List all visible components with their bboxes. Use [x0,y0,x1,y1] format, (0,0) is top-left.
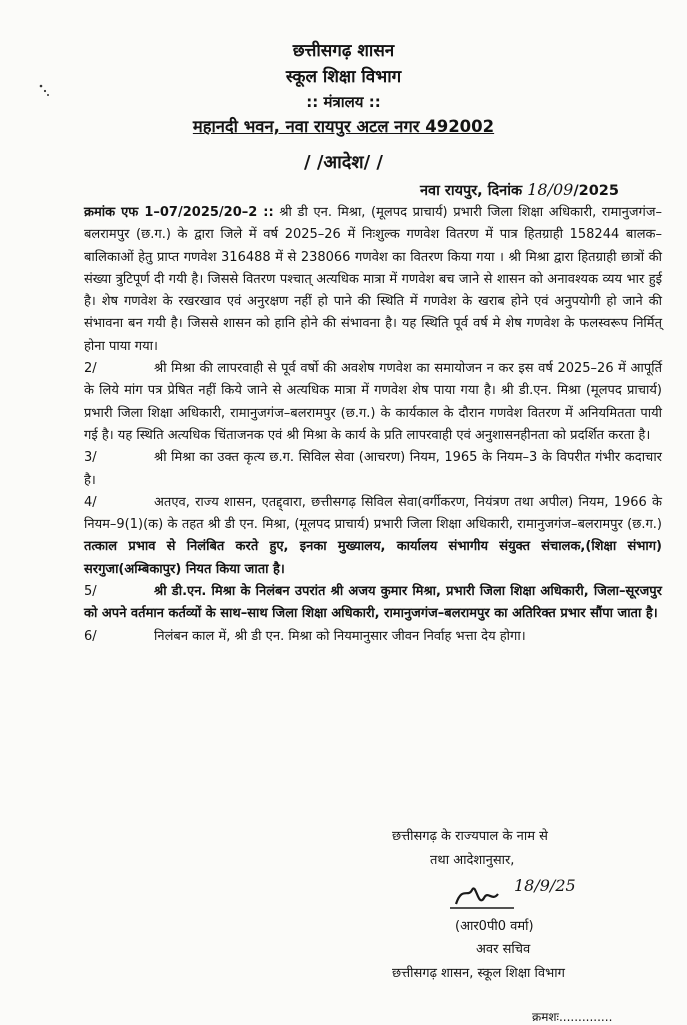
paragraph-6 [84,626,662,648]
signatory-department: छत्तीसगढ़ शासन, स्कूल शिक्षा विभाग [392,966,565,981]
paragraph-3-text: श्री मिश्रा का उक्त कृत्य छ.ग. सिविल सेवा (आचरण) नियम, 1965 के नियम–3 के विपरीत गंभीर कदाचार है। [84,450,662,488]
paragraph-4-text: अतएव, राज्य शासन, एतद्द्वारा, छत्तीसगढ़ सिविल सेवा(वर्गीकरण, नियंत्रण तथा अपील) नियम, 1966 के नियम–9(1)(क) के तहत श्री डी एन. मिश्रा, (मूलपद प्राचार्य) प्रभारी जिला शिक्षा अधिकारी, रामानुजगंज–बलरामपुर (छ.ग.) [84,494,662,533]
reference-number: क्रमांक एफ 1–07/2025/20–2 :: [84,205,274,220]
order-title: / /आदेश/ / [303,152,384,173]
ministry-label: :: मंत्रालय :: [306,93,381,111]
paragraph-1-text: श्री डी एन. मिश्रा, (मूलपद प्राचार्य) प्रभारी जिला शिक्षा अधिकारी, रामानुजगंज–बलरामपुर (छ.ग.) के द्वारा जिले में वर्ष 2025–26 में निःशुल्क गणवेश वितरण में पात्र हितग्राही 158244 बालक–बालिकाओं हेतु प्राप्त गणवेश 316488 में से 238066 गणवेश का वितरण किया गया । श्री मिश्रा द्वारा हितग्राही छात्रों की संख्या त्रुटिपूर्ण दी गयी है। जिससे वितरण पश्चात् अत्यधिक मात्रा में गणवेश बच जाने से शासन को अनावश्यक व्यय भार हुई है। शेष गणवेश के रखरखाव एवं अनुरक्षण नहीं हो पाने की स्थिति में गणवेश के खराब होने एवं अनुपयोगी हो जाने की संभावना बन गयी है। जिससे शासन को हानि होने की संभावना है। यह स्थिति पूर्व वर्ष मे शेष गणवेश के फलस्वरूप निर्मित् होना पाया गया। [84,205,662,354]
paragraph-1 [84,202,662,358]
govt-name: छत्तीसगढ़ शासन [292,41,395,61]
dateline-year: /2025 [573,183,619,199]
handwritten-date: 18/09 [527,180,574,199]
signature-date: 18/9/25 [514,876,576,895]
paragraph-5 [84,581,662,626]
paragraph-4-bold-text: तत्काल प्रभाव से निलंबित करते हुए, इनका मुख्यालय, कार्यालय संभागीय संयुक्त संचालक,(शिक्षा संभाग) सरगुजा(अम्बिकापुर) नियत किया जाता है। [84,539,662,577]
paragraph-2 [84,358,662,447]
order-dateline [420,180,619,200]
office-address: महानदी भवन, नवा रायपुर अटल नगर 492002 [192,117,495,136]
signature-order-line: तथा आदेशानुसार, [430,853,515,868]
paragraph-2-number: 2/ [84,361,97,377]
department-name: स्कूल शिक्षा विभाग [285,67,402,87]
handwritten-signature [448,868,618,922]
paragraph-4-number: 4/ [84,494,97,510]
signature-authority-line: छत्तीसगढ़ के राज्यपाल के नाम से [392,829,548,844]
paragraph-2-text: श्री मिश्रा की लापरवाही से पूर्व वर्षो की अवशेष गणवेश का समायोजन न कर इस वर्ष 2025–26 में आपूर्ति के लिये मांग पत्र प्रेषित नहीं किये जाने से अत्यधिक मात्रा में गणवेश शेष पाया गया है। श्री डी.एन. मिश्रा (मूलपद प्राचार्य) प्रभारी जिला शिक्षा अधिकारी, रामानुजगंज–बलरामपुर (छ.ग.) के कार्यकाल के दौरान गणवेश वितरण में अनियमितता पायी गई है। यह स्थिति अत्यधिक चिंताजनक एवं श्री मिश्रा के कार्य के प्रति लापरवाही एवं अनुशासनहीनता को प्रदर्शित करता है। [84,361,662,443]
paragraph-3 [84,447,662,492]
signatory-name: (आर0पी0 वर्मा) [455,919,534,934]
continued-marker: क्रमशः.............. [532,1010,613,1024]
signatory-designation: अवर सचिव [476,942,531,957]
order-body [84,202,662,648]
dateline-place: नवा रायपुर, दिनांक [420,183,523,199]
paragraph-5-text: श्री डी.एन. मिश्रा के निलंबन उपरांत श्री अजय कुमार मिश्रा, प्रभारी जिला शिक्षा अधिकारी, जिला–सूरजपुर को अपने वर्तमान कर्तव्यों के साथ–साथ जिला शिक्षा अधिकारी, रामानुजगंज–बलरामपुर का अतिरिक्त प्रभार सौंपा जाता है। [84,584,662,622]
paragraph-6-number: 6/ [84,628,97,644]
paragraph-5-number: 5/ [84,584,97,600]
paragraph-6-text: निलंबन काल में, श्री डी एन. मिश्रा को नियमानुसार जीवन निर्वाह भत्ता देय होगा। [154,628,526,644]
paragraph-4 [84,492,662,581]
paragraph-3-number: 3/ [84,450,97,466]
